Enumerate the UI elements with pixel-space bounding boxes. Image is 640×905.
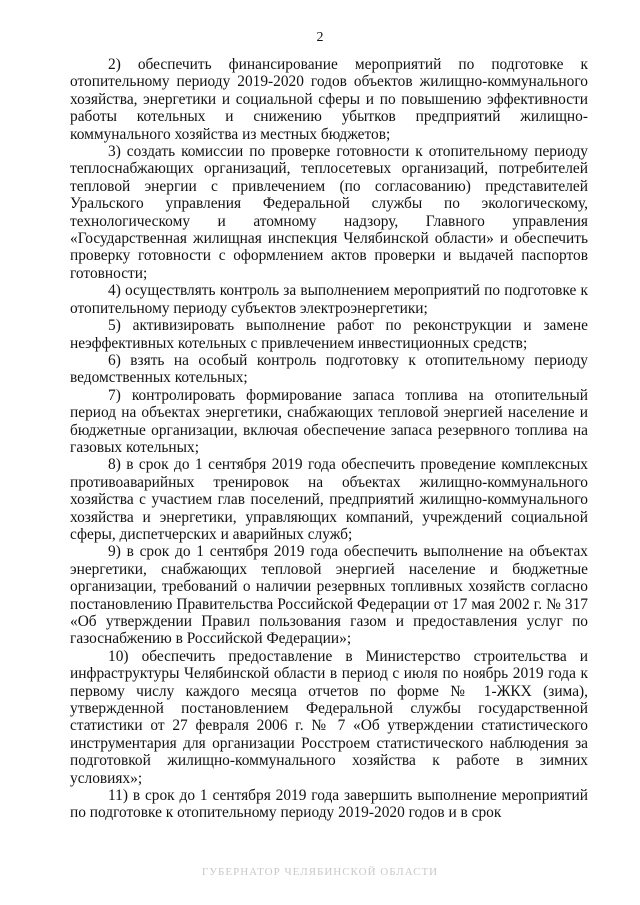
paragraph-item-9: 9) в срок до 1 сентября 2019 года обеспечить выполнение на объектах энергетики, снабжающих тепловой энергией население и бюджетные организации, требований о наличии резервных топливных хозяйств согласно постановлению Правительства Российской Федерации от 17 мая 2002 г. № 317 «Об утверждении Правил пользования газом и предоставления услуг по газоснабжению в Российской Федерации»; [70, 543, 588, 648]
paragraph-item-5: 5) активизировать выполнение работ по реконструкции и замене неэффективных котельных с привлечением инвестиционных средств; [70, 317, 588, 352]
paragraph-item-6: 6) взять на особый контроль подготовку к отопительному периоду ведомственных котельных; [70, 351, 588, 387]
paragraph-item-2: 2) обеспечить финансирование мероприятий по подготовке к отопительному периоду 2019-2020 годов объектов жилищно-коммунального хозяйства, энергетики и социальной сферы и по повышению эффективности работы котельных и снижению убытков предприятий жилищно-коммунального хозяйства из местных бюджетов; [70, 56, 588, 143]
page-number: 2 [316, 30, 324, 45]
paragraph-item-7: 7) контролировать формирование запаса топлива на отопительный период на объектах энергетики, снабжающих тепловой энергией население и бюджетные организации, включая обеспечение запаса резервного топлива на газовых котельных; [70, 386, 588, 456]
paragraph-item-3: 3) создать комиссии по проверке готовности к отопительному периоду теплоснабжающих организаций, теплосетевых организаций, потребителей тепловой энергии с привлечением (по согласованию) представителей Уральского управления Федеральной службы по экологическому, технологическому и атомному надзору, Главного управления «Государственная жилищная инспекция Челябинской области» и обеспечить проверку готовности с оформлением актов проверки и выдачей паспортов готовности; [70, 143, 588, 282]
footer-watermark: ГУБЕРНАТОР ЧЕЛЯБИНСКОЙ ОБЛАСТИ [201, 866, 439, 878]
paragraph-item-4: 4) осуществлять контроль за выполнением мероприятий по подготовке к отопительному периоду субъектов электроэнергетики; [70, 282, 588, 317]
paragraph-item-11: 11) в срок до 1 сентября 2019 года завершить выполнение мероприятий по подготовке к отопительному периоду 2019-2020 годов и в срок [70, 787, 588, 822]
document-body [70, 56, 588, 822]
paragraph-item-8: 8) в срок до 1 сентября 2019 года обеспечить проведение комплексных противоаварийных тренировок на объектах жилищно-коммунального хозяйства с участием глав поселений, предприятий жилищно-коммунального хозяйства и энергетики, управляющих компаний, учреждений социальной сферы, диспетчерских и аварийных служб; [70, 456, 588, 543]
paragraph-item-10: 10) обеспечить предоставление в Министерство строительства и инфраструктуры Челябинской области в период с июля по ноябрь 2019 года к первому числу каждого месяца отчетов по форме № 1-ЖКХ (зима), утвержденной постановлением Федеральной службы государственной статистики от 27 февраля 2006 г. № 7 «Об утверждении статистического инструментария для организации Росстроем статистического наблюдения за подготовкой жилищно-коммунального хозяйства к работе в зимних условиях»; [70, 647, 588, 787]
